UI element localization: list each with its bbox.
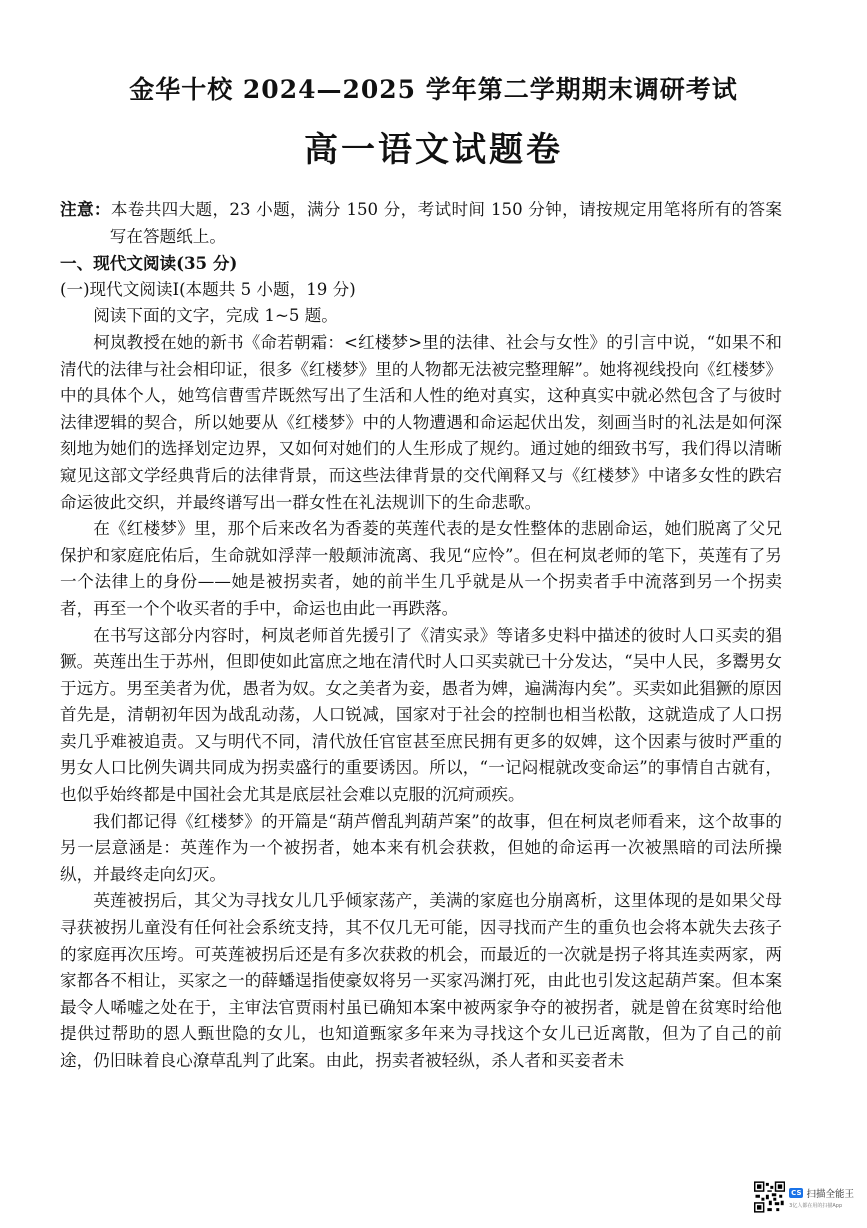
subsection-title: (一)现代文阅读Ⅰ(本题共 5 小题，19 分) bbox=[60, 279, 356, 299]
passage-paragraph-4: 我们都记得《红楼梦》的开篇是“葫芦僧乱判葫芦案”的故事，但在柯岚老师看来，这个故事的另一层意涵是：英莲作为一个被拐者，她本来有机会获救，但她的命运再一次被黑暗的司法所操纵，并最终走向幻灭。 bbox=[60, 811, 782, 884]
notice bbox=[60, 196, 782, 250]
passage-paragraph-2: 在《红楼梦》里，那个后来改名为香菱的英莲代表的是女性整体的悲剧命运，她们脱离了父兄保护和家庭庇佑后，生命就如浮萍一般颠沛流离、我见“应怜”。但在柯岚老师的笔下，英莲有了另一个法律上的身份——她是被拐卖者，她的前半生几乎就是从一个拐卖者手中流落到另一个拐卖者，再至一个个收买者的手中，命运也由此一再跌落。 bbox=[60, 519, 782, 618]
exam-title: 金华十校 2024—2025 学年第二学期期末调研考试 bbox=[129, 75, 738, 104]
passage-paragraph-5: 英莲被拐后，其父为寻找女儿几乎倾家荡产，美满的家庭也分崩离析，这里体现的是如果父母寻获被拐儿童没有任何社会系统支持，其不仅几无可能，因寻找而产生的重负也会将本就失去孩子的家庭再次压垮。可英莲被拐后还是有多次获救的机会，而最近的一次就是拐子将其连卖两家，两家都各不相让，买家之一的薛蟠逞指使豪奴将另一买家冯渊打死，由此也引发这起葫芦案。但本案最令人唏嘘之处在于，主审法官贾雨村虽已确知本案中被两家争夺的被拐者，就是曾在贫寒时给他提供过帮助的恩人甄世隐的女儿，也知道甄家多年来为寻找这个女儿已近离散，但为了自己的前途，仍旧昧着良心潦草乱判了此案。由此，拐卖者被轻纵，杀人者和买妾者未 bbox=[60, 891, 782, 1070]
scanner-brand bbox=[789, 1186, 854, 1209]
notice-label: 注意： bbox=[60, 199, 111, 219]
passage-paragraph-3: 在书写这部分内容时，柯岚老师首先援引了《清实录》等诸多史料中描述的彼时人口买卖的猖獗。英莲出生于苏州，但即使如此富庶之地在清代时人口买卖就已十分发达，“吴中人民，多鬻男女于远方。男至美者为优，愚者为奴。女之美者为妾，愚者为婢，遍满海内矣”。买卖如此猖獗的原因首先是，清朝初年因为战乱动荡，人口锐减，国家对于社会的控制也相当松散，这就造成了人口拐卖几乎难被追责。又与明代不同，清代放任官宦甚至庶民拥有更多的奴婢，这个因素与彼时严重的男女人口比例失调共同成为拐卖盛行的重要诱因。所以，“一记闷棍就改变命运”的事情自古就有，也似乎始终都是中国社会尤其是底层社会难以克服的沉疴顽疾。 bbox=[60, 625, 783, 805]
scanner-tagline: 3亿人都在用的扫描App bbox=[789, 1202, 843, 1209]
qr-code-icon bbox=[754, 1179, 785, 1215]
passage-paragraph-1: 柯岚教授在她的新书《命若朝霜：<红楼梦>里的法律、社会与女性》的引言中说，“如果不和清代的法律与社会相印证，很多《红楼梦》里的人物都无法被完整理解”。她将视线投向《红楼梦》中的具体个人，她笃信曹雪芹既然写出了生活和人性的绝对真实，这种真实中就必然包含了与彼时法律逻辑的契合，所以她要从《红楼梦》中的人物遭遇和命运起伏出发，刻画当时的礼法是如何深刻地为她们的选择划定边界，又如何对她们的人生形成了规约。通过她的细致书写，我们得以清晰窥见这部文学经典背后的法律背景，而这些法律背景的交代阐释又与《红楼梦》中诸多女性的跌宕命运彼此交织，并最终谱写出一群女性在礼法规训下的生命悲歌。 bbox=[60, 332, 783, 512]
scanner-name: 扫描全能王 bbox=[806, 1188, 854, 1200]
scanner-watermark bbox=[754, 1175, 854, 1219]
reading-instruction: 阅读下面的文字，完成 1~5 题。 bbox=[93, 306, 338, 326]
scanner-logo: CS bbox=[791, 1188, 802, 1197]
paper-title: 高一语文试题卷 bbox=[304, 130, 563, 170]
notice-text: 本卷共四大题，23 小题，满分 150 分，考试时间 150 分钟，请按规定用笔将所有的答案写在答题纸上。 bbox=[109, 200, 783, 246]
exam-body bbox=[60, 196, 782, 1075]
section-title: 一、现代文阅读(35 分) bbox=[60, 253, 238, 274]
